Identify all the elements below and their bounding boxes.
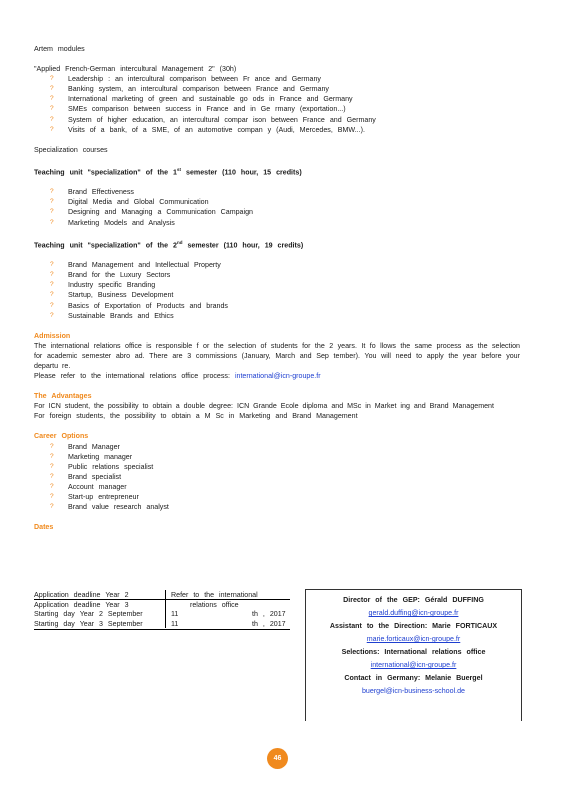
list-item: ? Brand Effectiveness <box>50 188 134 197</box>
bullet-icon: ? <box>50 503 54 511</box>
selections-name: Selections: International relations office <box>341 648 486 656</box>
germany-email-link[interactable]: buergel@icn-business-school.de <box>361 687 466 695</box>
dates-heading: Dates <box>34 523 54 532</box>
list-item: ? Basics of Exportation of Products and brands <box>50 301 228 310</box>
list-item: ? Brand Management and Intellectual Property <box>50 261 221 270</box>
admission-heading: Admission <box>34 331 71 340</box>
bullet-icon: ? <box>50 452 54 460</box>
artem-heading: Artem modules <box>34 45 85 53</box>
advantages-heading: The Advantages <box>34 392 92 401</box>
list-item: ? System of higher education, an intercultural compar ison between France and Germany <box>50 115 376 124</box>
document-body <box>34 44 520 532</box>
unit2-heading: Teaching unit "specialization" of the 2nd semester (110 hour, 19 credits) <box>34 239 304 250</box>
bullet-icon: ? <box>50 198 54 206</box>
bullet-icon: ? <box>50 218 54 226</box>
director-email-line <box>306 607 521 620</box>
unit1-heading: Teaching unit "specialization" of the 1st semester (110 hour, 15 credits) <box>34 166 302 177</box>
list-item: ? Visits of a bank, of a SME, of an automotive compan y (Audi, Mercedes, BMW...). <box>50 125 365 134</box>
bullet-icon: ? <box>50 105 54 113</box>
assistant-email-line <box>306 633 521 646</box>
unit2-course-list <box>34 260 520 321</box>
assistant-name: Assistant to the Direction: Marie FORTICAUX <box>329 622 498 630</box>
director-email-link[interactable]: gerald.duffing@icn-groupe.fr <box>368 609 459 617</box>
list-item: ? Brand Manager <box>50 442 120 451</box>
selections-email-link[interactable]: international@icn-groupe.fr <box>370 661 457 669</box>
bullet-icon: ? <box>50 115 54 123</box>
table-row: Starting day Year 3 September 11 th , 2017 <box>34 619 286 628</box>
bullet-icon: ? <box>50 311 54 319</box>
admission-email-link[interactable]: international@icn-groupe.fr <box>234 372 321 381</box>
unit1-course-list <box>34 187 520 227</box>
bullet-icon: ? <box>50 125 54 133</box>
bullet-icon: ? <box>50 281 54 289</box>
bullet-icon: ? <box>50 462 54 470</box>
bullet-icon: ? <box>50 208 54 216</box>
bullet-icon: ? <box>50 261 54 269</box>
page-number-badge: 46 <box>267 748 288 769</box>
artem-course-title: "Applied French-German intercultural Management 2" (30h) <box>34 65 237 74</box>
admission-refer: Please refer to the international relations office process: international@icn-groupe.fr <box>34 372 321 381</box>
bullet-icon: ? <box>50 188 54 196</box>
specialization-heading: Specialization courses <box>34 145 108 154</box>
table-row: Starting day Year 2 September 11 th , 2017 <box>34 610 286 619</box>
list-item: ? Industry specific Branding <box>50 281 156 290</box>
list-item: ? Public relations specialist <box>50 462 154 471</box>
list-item: ? Brand value research analyst <box>50 503 169 512</box>
list-item: ? Leadership : an intercultural comparison between Fr ance and Germany <box>50 75 321 84</box>
list-item: ? International marketing of green and sustainable go ods in France and Germany <box>50 95 353 104</box>
selections-email-line <box>306 659 521 672</box>
table-row: Application deadline Year 3 relations office <box>34 600 239 609</box>
bullet-icon: ? <box>50 301 54 309</box>
list-item: ? Banking system, an intercultural comparison between France and Germany <box>50 85 329 94</box>
bullet-icon: ? <box>50 442 54 450</box>
career-heading: Career Options <box>34 432 89 441</box>
artem-module-list <box>34 74 520 135</box>
list-item: ? SMEs comparison between success in France and in Ge rmany (exportation...) <box>50 105 346 114</box>
bullet-icon: ? <box>50 75 54 83</box>
list-item: ? Account manager <box>50 482 127 491</box>
list-item: ? Sustainable Brands and Ethics <box>50 311 174 320</box>
list-item: ? Designing and Managing a Communication Campaign <box>50 208 253 217</box>
list-item: ? Marketing Models and Analysis <box>50 218 175 227</box>
bullet-icon: ? <box>50 291 54 299</box>
assistant-email-link[interactable]: marie.forticaux@icn-groupe.fr <box>366 635 461 643</box>
bullet-icon: ? <box>50 271 54 279</box>
bullet-icon: ? <box>50 482 54 490</box>
table-rule <box>34 629 290 630</box>
list-item: ? Startup, Business Development <box>50 291 174 300</box>
germany-contact-name: Contact in Germany: Melanie Buergel <box>344 674 483 682</box>
admission-text: The international relations office is responsible f or the selection of students for the 2 years. It fo llows the same process as the selection for academic semester abro ad. There are 3 commissions (January, March and Sep tember). You will need to apply the year before your departu re. <box>34 341 520 370</box>
advantages-line-1: For ICN student, the possibility to obtain a double degree: ICN Grande Ecole diploma and MSc in Market ing and Brand Management <box>34 402 494 411</box>
list-item: ? Digital Media and Global Communication <box>50 198 209 207</box>
list-item: ? Start-up entrepreneur <box>50 493 139 501</box>
career-list <box>34 442 520 513</box>
list-item: ? Marketing manager <box>50 452 133 461</box>
germany-email-line <box>306 685 521 698</box>
list-item: ? Brand for the Luxury Sectors <box>50 271 171 280</box>
list-item: ? Brand specialist <box>50 472 122 481</box>
advantages-line-2: For foreign students, the possibility to obtain a M Sc in Marketing and Brand Management <box>34 412 358 421</box>
bullet-icon: ? <box>50 95 54 103</box>
bullet-icon: ? <box>50 493 54 500</box>
bullet-icon: ? <box>50 472 54 480</box>
director-name: Director of the GEP: Gérald DUFFING <box>343 596 484 604</box>
dates-table <box>34 590 290 628</box>
bullet-icon: ? <box>50 85 54 93</box>
contact-box <box>305 589 522 721</box>
table-row: Application deadline Year 2 Refer to the international <box>34 591 258 599</box>
